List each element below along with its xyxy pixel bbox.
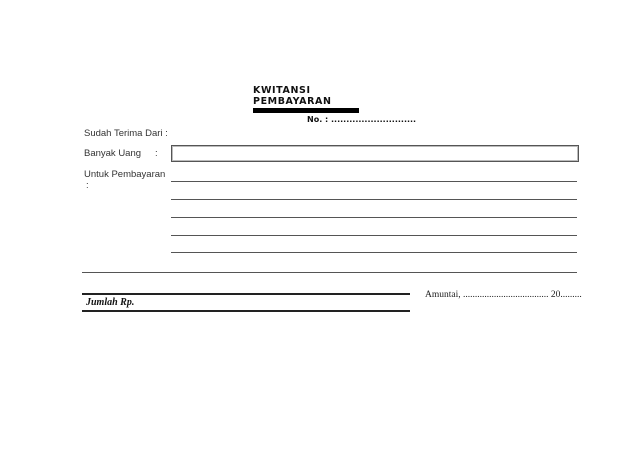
total-top-rule xyxy=(82,293,410,295)
purpose-line-2[interactable] xyxy=(171,199,577,200)
purpose-line-3[interactable] xyxy=(171,217,577,218)
section-divider xyxy=(82,272,577,273)
receipt-number: No. : ............................ xyxy=(307,115,417,124)
total-bottom-rule xyxy=(82,310,410,312)
purpose-line-1[interactable] xyxy=(171,181,577,182)
amount-label: Banyak Uang xyxy=(84,148,142,159)
amount-colon: : xyxy=(155,148,158,159)
place-date: Amuntai, .................................... 20......... xyxy=(425,290,582,300)
purpose-colon: : xyxy=(86,180,89,191)
title-kwitansi: KWITANSI xyxy=(253,85,311,96)
title-underline-bar xyxy=(253,108,359,113)
amount-field[interactable] xyxy=(171,145,579,162)
title-pembayaran: PEMBAYARAN xyxy=(253,96,332,107)
received-from-label: Sudah Terima Dari : xyxy=(84,128,168,139)
purpose-line-4[interactable] xyxy=(171,235,577,236)
purpose-line-5[interactable] xyxy=(171,252,577,253)
total-label: Jumlah Rp. xyxy=(86,297,135,308)
purpose-label: Untuk Pembayaran xyxy=(84,169,166,180)
